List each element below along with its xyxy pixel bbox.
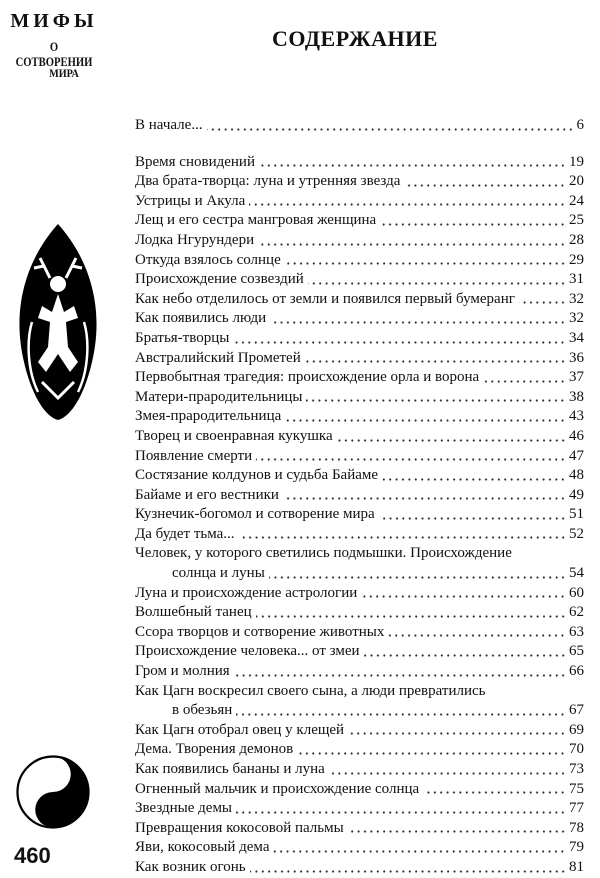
toc-entry[interactable] — [135, 270, 584, 290]
toc-entry[interactable] — [135, 682, 584, 702]
toc-entry-page: 24 — [569, 192, 584, 209]
toc-entry-page: 32 — [569, 310, 584, 327]
table-of-contents — [135, 116, 584, 878]
toc-entry-page: 29 — [569, 251, 584, 268]
mythic-figure-emblem-icon — [12, 222, 104, 422]
toc-entry-page: 28 — [569, 231, 584, 248]
toc-entry-page: 47 — [569, 447, 584, 464]
toc-entry-page: 48 — [569, 467, 584, 484]
toc-entry-page: 38 — [569, 388, 584, 405]
toc-entry-page: 51 — [569, 506, 584, 523]
toc-entry[interactable] — [135, 642, 584, 662]
toc-entry-title: Дема. Творения демонов — [135, 741, 294, 758]
toc-entry[interactable] — [135, 662, 584, 682]
toc-entry[interactable] — [135, 329, 584, 349]
toc-entry-title: Как Цагн отобрал овец у клещей — [135, 721, 345, 738]
toc-entry-title: Звездные демы — [135, 800, 233, 817]
toc-entry-title: Происхождение созвездий — [135, 271, 304, 288]
dot-leader — [337, 439, 566, 442]
dot-leader — [234, 674, 566, 677]
toc-entry-page: 25 — [569, 212, 584, 229]
toc-entry-page: 52 — [569, 525, 584, 542]
toc-entry-page: 60 — [569, 584, 584, 601]
toc-entry-page: 49 — [569, 486, 584, 503]
toc-entry-continuation[interactable] — [135, 701, 584, 721]
toc-entry-title: Первобытная трагедия: происхождение орла и ворона — [135, 369, 480, 386]
toc-entry[interactable] — [135, 623, 584, 643]
dot-leader — [236, 713, 566, 716]
dot-leader — [256, 458, 566, 461]
toc-entry-title: Два брата-творца: луна и утренняя звезда — [135, 173, 401, 190]
dot-leader — [249, 203, 566, 206]
toc-entry[interactable] — [135, 780, 584, 800]
toc-entry-page: 81 — [569, 858, 584, 875]
dot-leader — [236, 811, 566, 814]
dot-leader — [297, 752, 566, 755]
toc-entry-title: Откуда взялось солнце — [135, 251, 281, 268]
toc-entry[interactable] — [135, 192, 584, 212]
dot-leader — [269, 576, 566, 579]
toc-entry[interactable] — [135, 505, 584, 525]
toc-entry-title: Ссора творцов и сотворение животных — [135, 623, 385, 640]
toc-entry[interactable] — [135, 251, 584, 271]
toc-entry-title: Кузнечик-богомол и сотворение мира — [135, 506, 375, 523]
dot-leader — [348, 732, 566, 735]
toc-entry-page: 46 — [569, 427, 584, 444]
dot-leader — [270, 321, 566, 324]
dot-leader — [308, 282, 566, 285]
toc-entry-title: Лещ и его сестра мангровая женщина — [135, 212, 377, 229]
toc-entry-page: 79 — [569, 839, 584, 856]
toc-entry-page: 31 — [569, 271, 584, 288]
toc-entry[interactable] — [135, 116, 584, 136]
toc-entry-page: 19 — [569, 153, 584, 170]
toc-entry-title: Как Цагн воскресил своего сына, а люди превратились — [135, 682, 486, 699]
dot-leader — [283, 497, 566, 500]
toc-entry[interactable] — [135, 721, 584, 741]
toc-entry-title: Лодка Нгурундери — [135, 231, 255, 248]
toc-entry-title: Байаме и его вестники — [135, 486, 279, 503]
dot-leader — [258, 243, 566, 246]
dot-leader — [285, 262, 566, 265]
toc-entry-title: Как небо отделилось от земли и появился первый бумеранг — [135, 290, 515, 307]
toc-entry-page: 6 — [576, 117, 584, 133]
dot-leader — [382, 478, 566, 481]
toc-entry-page: 70 — [569, 741, 584, 758]
dot-leader — [273, 850, 566, 853]
dot-leader — [285, 419, 566, 422]
toc-entry[interactable] — [135, 838, 584, 858]
toc-entry[interactable] — [135, 427, 584, 447]
dot-leader — [250, 870, 566, 873]
toc-entry[interactable] — [135, 525, 584, 545]
toc-entry-title: В начале... — [135, 117, 203, 133]
toc-entry-title: Человек, у которого светились подмышки. Происхождение — [135, 545, 512, 562]
toc-entry[interactable] — [135, 466, 584, 486]
toc-entry-title: Как появились люди — [135, 310, 267, 327]
dot-leader — [404, 184, 566, 187]
toc-entry-page: 63 — [569, 623, 584, 640]
toc-entry-title: в обезьян — [172, 702, 233, 719]
toc-entry[interactable] — [135, 388, 584, 408]
toc-entry[interactable] — [135, 584, 584, 604]
toc-entry-continuation[interactable] — [135, 564, 584, 584]
toc-entry[interactable] — [135, 211, 584, 231]
toc-entry-title: Появление смерти — [135, 447, 253, 464]
dot-leader — [207, 128, 574, 131]
dot-leader — [361, 595, 566, 598]
toc-entry-page: 20 — [569, 173, 584, 190]
toc-entry-title: Луна и происхождение астрологии — [135, 584, 358, 601]
toc-entry[interactable] — [135, 447, 584, 467]
page-number: 460 — [14, 843, 51, 868]
toc-entry-title: Как возник огонь — [135, 858, 246, 875]
toc-entry-page: 62 — [569, 604, 584, 621]
dot-leader — [364, 654, 566, 657]
toc-entry-title: Яви, кокосовый дема — [135, 839, 270, 856]
page-title: СОДЕРЖАНИЕ — [272, 26, 438, 51]
dot-leader — [306, 399, 566, 402]
toc-entry-page: 65 — [569, 643, 584, 660]
toc-entry[interactable] — [135, 309, 584, 329]
toc-entry-page: 73 — [569, 761, 584, 777]
toc-entry-page: 32 — [569, 290, 584, 307]
toc-entry[interactable] — [135, 544, 584, 564]
toc-entry[interactable] — [135, 603, 584, 623]
dot-leader — [329, 772, 566, 775]
toc-entry-title: Змея-прародительница — [135, 408, 282, 425]
toc-entry-title: Как появились бананы и луна — [135, 761, 325, 777]
yin-yang-icon — [16, 755, 90, 829]
toc-entry-page: 36 — [569, 349, 584, 366]
book-title-line3: МИРА — [49, 66, 79, 80]
toc-entry-page: 34 — [569, 329, 584, 346]
toc-entry-page: 54 — [569, 565, 584, 582]
toc-entry[interactable] — [135, 740, 584, 760]
dot-leader — [239, 536, 566, 539]
toc-entry[interactable] — [135, 799, 584, 819]
dot-leader — [388, 634, 566, 637]
dot-leader — [348, 830, 566, 833]
toc-entry-page: 43 — [569, 408, 584, 425]
toc-entry-title: Превращения кокосовой пальмы — [135, 819, 344, 836]
toc-entry[interactable] — [135, 290, 584, 310]
dot-leader — [233, 341, 566, 344]
dot-leader — [259, 164, 566, 167]
toc-entry[interactable] — [135, 819, 584, 839]
toc-entry-title: Австралийский Прометей — [135, 349, 301, 366]
toc-entry-title: Время сновидений — [135, 153, 255, 170]
toc-entry[interactable] — [135, 486, 584, 506]
dot-leader — [423, 791, 566, 794]
toc-entry-title: Братья-творцы — [135, 329, 230, 346]
toc-entry-title: Матери-прародительницы — [135, 388, 303, 405]
toc-entry-title: Устрицы и Акула — [135, 192, 246, 209]
book-title-line2: О СОТВОРЕНИИ — [15, 40, 93, 69]
dot-leader — [483, 380, 566, 383]
toc-entry-title: солнца и луны — [172, 565, 265, 582]
toc-entry-title: Происхождение человека... от змеи — [135, 643, 360, 660]
toc-entry[interactable] — [135, 407, 584, 427]
toc-entry[interactable] — [135, 368, 584, 388]
toc-entry-page: 69 — [569, 721, 584, 738]
toc-entry-title: Огненный мальчик и происхождение солнца — [135, 780, 420, 797]
toc-entry-title: Творец и своенравная кукушка — [135, 427, 333, 444]
dot-leader — [256, 615, 566, 618]
toc-entry-page: 66 — [569, 663, 584, 680]
book-title-line1: МИФЫ — [10, 10, 98, 32]
dot-leader — [380, 223, 566, 226]
toc-entry[interactable] — [135, 760, 584, 780]
toc-entry[interactable] — [135, 231, 584, 251]
toc-entry-title: Состязание колдунов и судьба Байаме — [135, 467, 379, 484]
dot-leader — [379, 517, 566, 520]
dot-leader — [305, 360, 566, 363]
toc-entry-title: Волшебный танец — [135, 604, 252, 621]
toc-entry-page: 75 — [569, 780, 584, 797]
toc-entry-page: 37 — [569, 369, 584, 386]
toc-entry[interactable] — [135, 153, 584, 173]
toc-entry-page: 77 — [569, 800, 584, 817]
toc-entry-page: 78 — [569, 819, 584, 836]
dot-leader — [519, 301, 566, 304]
toc-entry[interactable] — [135, 172, 584, 192]
toc-entry-title: Гром и молния — [135, 663, 230, 680]
toc-entry-page: 67 — [569, 702, 584, 719]
toc-entry-title: Да будет тьма... — [135, 525, 235, 542]
toc-entry[interactable] — [135, 349, 584, 369]
